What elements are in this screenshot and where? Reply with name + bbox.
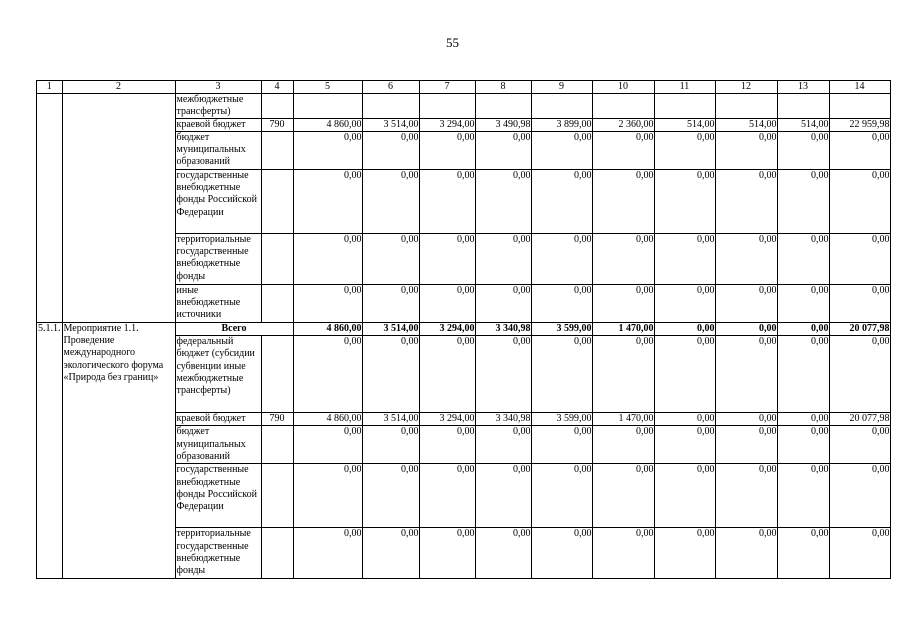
column-header: 13 xyxy=(777,81,829,94)
value-cell: 3 514,00 xyxy=(362,119,419,132)
value-cell: 0,00 xyxy=(419,528,475,579)
item-name-cell xyxy=(62,94,175,323)
total-value-cell: 3 340,98 xyxy=(475,323,531,336)
funding-source: краевой бюджет xyxy=(175,413,261,426)
value-cell: 0,00 xyxy=(475,132,531,170)
value-cell: 0,00 xyxy=(654,132,715,170)
column-header-row xyxy=(37,81,891,94)
value-cell xyxy=(293,94,362,119)
value-cell: 0,00 xyxy=(362,285,419,323)
value-cell: 0,00 xyxy=(829,464,890,528)
value-cell: 0,00 xyxy=(715,464,777,528)
value-cell: 0,00 xyxy=(531,234,592,285)
value-cell: 514,00 xyxy=(654,119,715,132)
value-cell xyxy=(715,94,777,119)
funding-source: государственные внебюджетные фонды Российской Федерации xyxy=(175,464,261,528)
value-cell: 0,00 xyxy=(475,336,531,413)
value-cell: 0,00 xyxy=(777,132,829,170)
value-cell: 0,00 xyxy=(362,132,419,170)
value-cell: 0,00 xyxy=(829,426,890,464)
column-header: 7 xyxy=(419,81,475,94)
total-value-cell: 20 077,98 xyxy=(829,323,890,336)
total-value-cell: 0,00 xyxy=(777,323,829,336)
value-cell: 0,00 xyxy=(654,464,715,528)
value-cell: 0,00 xyxy=(419,426,475,464)
column-header: 11 xyxy=(654,81,715,94)
value-cell xyxy=(777,94,829,119)
value-cell: 3 514,00 xyxy=(362,413,419,426)
value-cell xyxy=(829,94,890,119)
value-cell: 0,00 xyxy=(592,336,654,413)
total-value-cell: 3 294,00 xyxy=(419,323,475,336)
budget-code xyxy=(261,234,293,285)
value-cell xyxy=(419,94,475,119)
value-cell: 4 860,00 xyxy=(293,119,362,132)
value-cell: 0,00 xyxy=(475,464,531,528)
total-value-cell: 3 599,00 xyxy=(531,323,592,336)
funding-source: иные внебюджетные источники xyxy=(175,285,261,323)
budget-code xyxy=(261,336,293,413)
budget-table xyxy=(36,80,891,579)
value-cell: 0,00 xyxy=(592,285,654,323)
funding-source: государственные внебюджетные фонды Российской Федерации xyxy=(175,170,261,234)
value-cell xyxy=(531,94,592,119)
funding-source: бюджет муниципальных образований xyxy=(175,426,261,464)
value-cell: 3 340,98 xyxy=(475,413,531,426)
value-cell xyxy=(475,94,531,119)
value-cell: 0,00 xyxy=(419,132,475,170)
value-cell: 20 077,98 xyxy=(829,413,890,426)
value-cell: 0,00 xyxy=(777,285,829,323)
value-cell: 0,00 xyxy=(531,426,592,464)
value-cell: 0,00 xyxy=(654,285,715,323)
value-cell: 0,00 xyxy=(293,464,362,528)
column-header: 5 xyxy=(293,81,362,94)
column-header: 1 xyxy=(37,81,63,94)
value-cell: 514,00 xyxy=(715,119,777,132)
value-cell xyxy=(592,94,654,119)
value-cell: 0,00 xyxy=(531,132,592,170)
column-header: 2 xyxy=(62,81,175,94)
value-cell xyxy=(362,94,419,119)
value-cell: 0,00 xyxy=(715,336,777,413)
value-cell: 0,00 xyxy=(419,170,475,234)
value-cell: 0,00 xyxy=(475,528,531,579)
value-cell: 0,00 xyxy=(777,413,829,426)
item-number: 5.1.1. xyxy=(37,323,63,579)
value-cell: 0,00 xyxy=(829,132,890,170)
value-cell: 0,00 xyxy=(654,426,715,464)
value-cell: 0,00 xyxy=(654,413,715,426)
budget-code: 790 xyxy=(261,413,293,426)
funding-source: межбюджетные трансферты) xyxy=(175,94,261,119)
column-header: 6 xyxy=(362,81,419,94)
budget-code xyxy=(261,285,293,323)
column-header: 14 xyxy=(829,81,890,94)
column-header: 3 xyxy=(175,81,261,94)
value-cell: 0,00 xyxy=(419,464,475,528)
value-cell: 0,00 xyxy=(293,528,362,579)
total-value-cell: 0,00 xyxy=(715,323,777,336)
value-cell: 0,00 xyxy=(531,464,592,528)
item-number-cell xyxy=(37,94,63,323)
value-cell: 3 599,00 xyxy=(531,413,592,426)
value-cell: 0,00 xyxy=(293,234,362,285)
value-cell: 0,00 xyxy=(777,336,829,413)
value-cell: 514,00 xyxy=(777,119,829,132)
value-cell: 3 490,98 xyxy=(475,119,531,132)
value-cell: 0,00 xyxy=(293,285,362,323)
funding-source: территориальные государственные внебюджетные фонды xyxy=(175,234,261,285)
value-cell: 0,00 xyxy=(592,234,654,285)
budget-code xyxy=(261,464,293,528)
value-cell: 0,00 xyxy=(362,426,419,464)
value-cell: 0,00 xyxy=(592,528,654,579)
value-cell: 0,00 xyxy=(531,170,592,234)
value-cell: 0,00 xyxy=(715,132,777,170)
value-cell: 0,00 xyxy=(715,528,777,579)
item-name: Мероприятие 1.1. Проведение международного экологического форума «Природа без границ» xyxy=(62,323,175,579)
value-cell: 0,00 xyxy=(654,528,715,579)
value-cell: 0,00 xyxy=(777,528,829,579)
value-cell: 0,00 xyxy=(654,336,715,413)
value-cell: 0,00 xyxy=(362,464,419,528)
value-cell: 0,00 xyxy=(777,464,829,528)
value-cell: 3 294,00 xyxy=(419,413,475,426)
value-cell: 0,00 xyxy=(419,285,475,323)
value-cell: 3 899,00 xyxy=(531,119,592,132)
page-number: 55 xyxy=(446,35,459,50)
value-cell: 0,00 xyxy=(715,234,777,285)
value-cell: 0,00 xyxy=(531,285,592,323)
value-cell xyxy=(654,94,715,119)
value-cell: 0,00 xyxy=(654,234,715,285)
value-cell: 0,00 xyxy=(293,170,362,234)
value-cell: 2 360,00 xyxy=(592,119,654,132)
funding-source: краевой бюджет xyxy=(175,119,261,132)
value-cell: 0,00 xyxy=(829,528,890,579)
value-cell: 0,00 xyxy=(419,336,475,413)
value-cell: 0,00 xyxy=(829,234,890,285)
budget-code: 790 xyxy=(261,119,293,132)
value-cell: 0,00 xyxy=(531,336,592,413)
value-cell: 22 959,98 xyxy=(829,119,890,132)
budget-code xyxy=(261,528,293,579)
value-cell: 0,00 xyxy=(419,234,475,285)
value-cell: 0,00 xyxy=(715,170,777,234)
value-cell: 0,00 xyxy=(829,170,890,234)
value-cell: 0,00 xyxy=(475,426,531,464)
total-row xyxy=(37,323,891,336)
budget-code xyxy=(261,132,293,170)
value-cell: 0,00 xyxy=(829,336,890,413)
value-cell: 1 470,00 xyxy=(592,413,654,426)
value-cell: 0,00 xyxy=(362,528,419,579)
value-cell: 4 860,00 xyxy=(293,413,362,426)
total-label: Всего xyxy=(175,323,293,336)
value-cell: 0,00 xyxy=(592,132,654,170)
value-cell: 0,00 xyxy=(293,132,362,170)
column-header: 8 xyxy=(475,81,531,94)
value-cell: 0,00 xyxy=(362,336,419,413)
value-cell: 0,00 xyxy=(829,285,890,323)
budget-code xyxy=(261,426,293,464)
total-value-cell: 3 514,00 xyxy=(362,323,419,336)
total-value-cell: 4 860,00 xyxy=(293,323,362,336)
value-cell: 0,00 xyxy=(362,170,419,234)
funding-source: территориальные государственные внебюджетные фонды xyxy=(175,528,261,579)
value-cell: 3 294,00 xyxy=(419,119,475,132)
value-cell: 0,00 xyxy=(654,170,715,234)
value-cell: 0,00 xyxy=(475,285,531,323)
table-row xyxy=(37,94,891,119)
column-header: 12 xyxy=(715,81,777,94)
value-cell: 0,00 xyxy=(592,426,654,464)
total-value-cell: 1 470,00 xyxy=(592,323,654,336)
value-cell: 0,00 xyxy=(592,464,654,528)
funding-source: федеральный бюджет (субсидии субвенции иные межбюджетные трансферты) xyxy=(175,336,261,413)
funding-source: бюджет муниципальных образований xyxy=(175,132,261,170)
column-header: 9 xyxy=(531,81,592,94)
budget-code xyxy=(261,94,293,119)
total-value-cell: 0,00 xyxy=(654,323,715,336)
value-cell: 0,00 xyxy=(715,426,777,464)
value-cell: 0,00 xyxy=(777,426,829,464)
value-cell: 0,00 xyxy=(531,528,592,579)
value-cell: 0,00 xyxy=(777,234,829,285)
value-cell: 0,00 xyxy=(777,170,829,234)
value-cell: 0,00 xyxy=(475,234,531,285)
value-cell: 0,00 xyxy=(293,426,362,464)
value-cell: 0,00 xyxy=(475,170,531,234)
budget-code xyxy=(261,170,293,234)
value-cell: 0,00 xyxy=(362,234,419,285)
column-header: 10 xyxy=(592,81,654,94)
value-cell: 0,00 xyxy=(715,285,777,323)
column-header: 4 xyxy=(261,81,293,94)
value-cell: 0,00 xyxy=(293,336,362,413)
value-cell: 0,00 xyxy=(715,413,777,426)
value-cell: 0,00 xyxy=(592,170,654,234)
